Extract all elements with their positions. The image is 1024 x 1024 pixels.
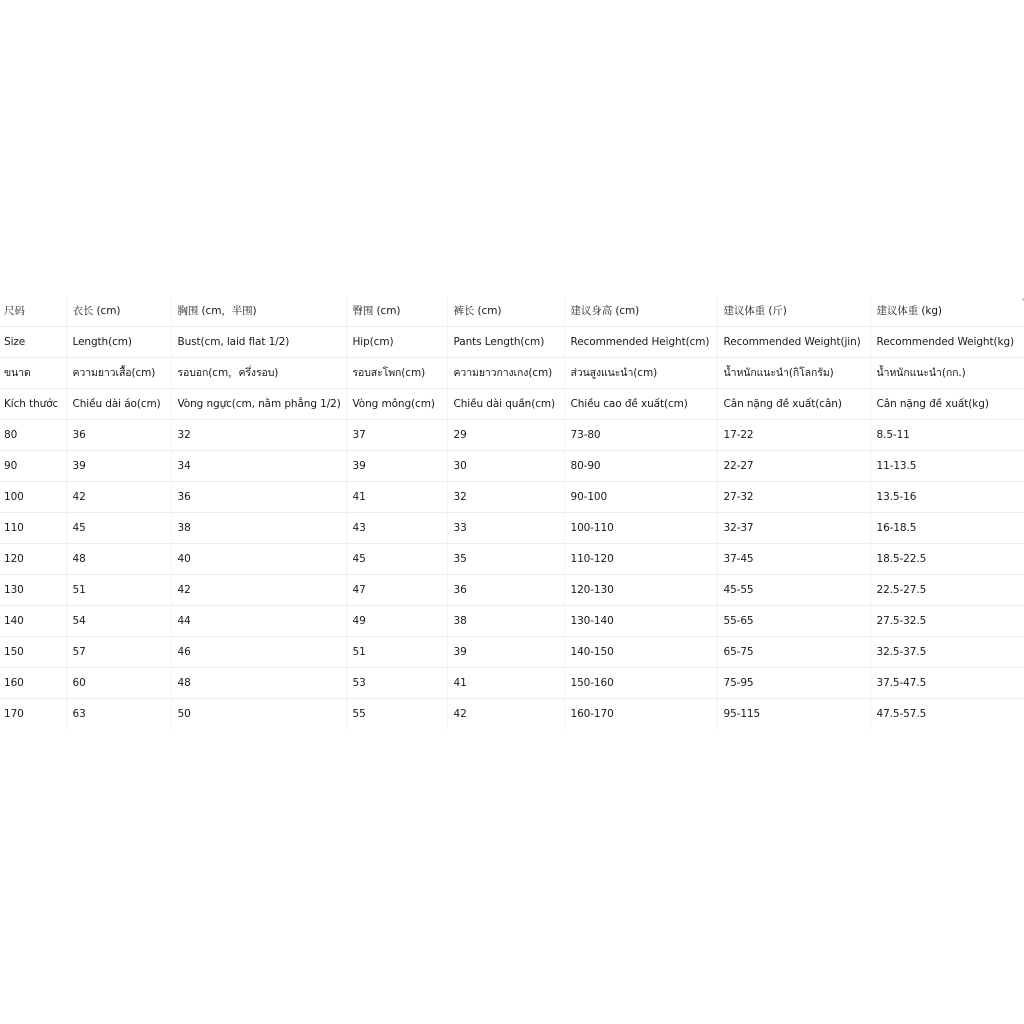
size-row (0, 637, 1024, 668)
header-cell: 尺码 (0, 296, 66, 327)
measurement-cell: 54 (66, 606, 171, 637)
measurement-cell: 60 (66, 668, 171, 699)
measurement-cell: 47 (346, 575, 447, 606)
measurement-cell: 44 (171, 606, 346, 637)
measurement-cell: 42 (171, 575, 346, 606)
size-cell: 130 (0, 575, 66, 606)
header-cell: Recommended Weight(kg) (870, 327, 1024, 358)
measurement-cell: 57 (66, 637, 171, 668)
measurement-cell: 65-75 (717, 637, 870, 668)
header-cell: ส่วนสูงแนะนำ(cm) (564, 358, 717, 389)
measurement-cell: 47.5-57.5 (870, 699, 1024, 730)
measurement-cell: 36 (447, 575, 564, 606)
header-cell: Pants Length(cm) (447, 327, 564, 358)
header-cell: 建议体重 (kg) (870, 296, 1024, 327)
header-row-thai (0, 358, 1024, 389)
measurement-cell: 18.5-22.5 (870, 544, 1024, 575)
header-cell: Recommended Weight(jin) (717, 327, 870, 358)
measurement-cell: 36 (171, 482, 346, 513)
measurement-cell: 16-18.5 (870, 513, 1024, 544)
measurement-cell: 34 (171, 451, 346, 482)
header-cell: Kích thước (0, 389, 66, 420)
size-cell: 160 (0, 668, 66, 699)
header-cell: Bust(cm, laid flat 1/2) (171, 327, 346, 358)
measurement-cell: 22-27 (717, 451, 870, 482)
size-row (0, 513, 1024, 544)
measurement-cell: 50 (171, 699, 346, 730)
measurement-cell: 160-170 (564, 699, 717, 730)
header-cell: 衣长 (cm) (66, 296, 171, 327)
measurement-cell: 95-115 (717, 699, 870, 730)
header-cell: ความยาวเสื้อ(cm) (66, 358, 171, 389)
measurement-cell: 130-140 (564, 606, 717, 637)
measurement-cell: 46 (171, 637, 346, 668)
measurement-cell: 41 (447, 668, 564, 699)
measurement-cell: 55 (346, 699, 447, 730)
measurement-cell: 39 (66, 451, 171, 482)
measurement-cell: 55-65 (717, 606, 870, 637)
measurement-cell: 32.5-37.5 (870, 637, 1024, 668)
size-cell: 140 (0, 606, 66, 637)
measurement-cell: 11-13.5 (870, 451, 1024, 482)
size-row (0, 420, 1024, 451)
header-cell: Hip(cm) (346, 327, 447, 358)
measurement-cell: 37 (346, 420, 447, 451)
measurement-cell: 48 (171, 668, 346, 699)
measurement-cell: 41 (346, 482, 447, 513)
measurement-cell: 49 (346, 606, 447, 637)
size-row (0, 699, 1024, 730)
measurement-cell: 75-95 (717, 668, 870, 699)
size-chart-table (0, 296, 1024, 729)
measurement-cell: 27.5-32.5 (870, 606, 1024, 637)
size-cell: 170 (0, 699, 66, 730)
header-cell: Vòng mông(cm) (346, 389, 447, 420)
header-cell: น้ำหนักแนะนำ(กิโลกรัม) (717, 358, 870, 389)
header-cell: Size (0, 327, 66, 358)
measurement-cell: 32 (171, 420, 346, 451)
header-cell: ความยาวกางเกง(cm) (447, 358, 564, 389)
measurement-cell: 30 (447, 451, 564, 482)
header-row-vietnamese (0, 389, 1024, 420)
measurement-cell: 150-160 (564, 668, 717, 699)
measurement-cell: 37.5-47.5 (870, 668, 1024, 699)
measurement-cell: 37-45 (717, 544, 870, 575)
size-cell: 100 (0, 482, 66, 513)
header-cell: Chiều dài áo(cm) (66, 389, 171, 420)
header-cell: 胸围 (cm，半围) (171, 296, 346, 327)
measurement-cell: 140-150 (564, 637, 717, 668)
measurement-cell: 13.5-16 (870, 482, 1024, 513)
header-cell: Length(cm) (66, 327, 171, 358)
measurement-cell: 8.5-11 (870, 420, 1024, 451)
measurement-cell: 53 (346, 668, 447, 699)
measurement-cell: 100-110 (564, 513, 717, 544)
measurement-cell: 17-22 (717, 420, 870, 451)
size-row (0, 606, 1024, 637)
measurement-cell: 90-100 (564, 482, 717, 513)
measurement-cell: 39 (447, 637, 564, 668)
header-cell: 臀围 (cm) (346, 296, 447, 327)
measurement-cell: 45 (346, 544, 447, 575)
header-cell: รอบอก(cm，ครึ่งรอบ) (171, 358, 346, 389)
header-cell: Chiều cao đề xuất(cm) (564, 389, 717, 420)
measurement-cell: 80-90 (564, 451, 717, 482)
measurement-cell: 32-37 (717, 513, 870, 544)
measurement-cell: 33 (447, 513, 564, 544)
measurement-cell: 36 (66, 420, 171, 451)
size-row (0, 451, 1024, 482)
measurement-cell: 39 (346, 451, 447, 482)
header-cell: ขนาด (0, 358, 66, 389)
header-cell: Chiều dài quần(cm) (447, 389, 564, 420)
measurement-cell: 120-130 (564, 575, 717, 606)
size-cell: 120 (0, 544, 66, 575)
size-row (0, 575, 1024, 606)
measurement-cell: 27-32 (717, 482, 870, 513)
measurement-cell: 51 (346, 637, 447, 668)
measurement-cell: 51 (66, 575, 171, 606)
header-cell: รอบสะโพก(cm) (346, 358, 447, 389)
measurement-cell: 73-80 (564, 420, 717, 451)
header-row-english (0, 327, 1024, 358)
header-cell: 裤长 (cm) (447, 296, 564, 327)
measurement-cell: 22.5-27.5 (870, 575, 1024, 606)
size-row (0, 544, 1024, 575)
header-cell: น้ำหนักแนะนำ(กก.) (870, 358, 1024, 389)
size-row (0, 482, 1024, 513)
size-cell: 80 (0, 420, 66, 451)
header-row-chinese (0, 296, 1024, 327)
measurement-cell: 38 (171, 513, 346, 544)
measurement-cell: 40 (171, 544, 346, 575)
size-chart-body (0, 296, 1024, 729)
header-cell: Cân nặng đề xuất(cân) (717, 389, 870, 420)
size-cell: 150 (0, 637, 66, 668)
header-cell: 建议身高 (cm) (564, 296, 717, 327)
header-cell: Vòng ngực(cm, nằm phẳng 1/2) (171, 389, 346, 420)
measurement-cell: 38 (447, 606, 564, 637)
measurement-cell: 43 (346, 513, 447, 544)
size-row (0, 668, 1024, 699)
measurement-cell: 45-55 (717, 575, 870, 606)
measurement-cell: 110-120 (564, 544, 717, 575)
measurement-cell: 32 (447, 482, 564, 513)
measurement-cell: 48 (66, 544, 171, 575)
header-cell: Recommended Height(cm) (564, 327, 717, 358)
measurement-cell: 42 (447, 699, 564, 730)
measurement-cell: 63 (66, 699, 171, 730)
header-cell: 建议体重 (斤) (717, 296, 870, 327)
measurement-cell: 42 (66, 482, 171, 513)
size-chart-container (0, 296, 1024, 729)
header-cell: Cân nặng đề xuất(kg) (870, 389, 1024, 420)
measurement-cell: 35 (447, 544, 564, 575)
measurement-cell: 45 (66, 513, 171, 544)
measurement-cell: 29 (447, 420, 564, 451)
size-cell: 90 (0, 451, 66, 482)
size-cell: 110 (0, 513, 66, 544)
